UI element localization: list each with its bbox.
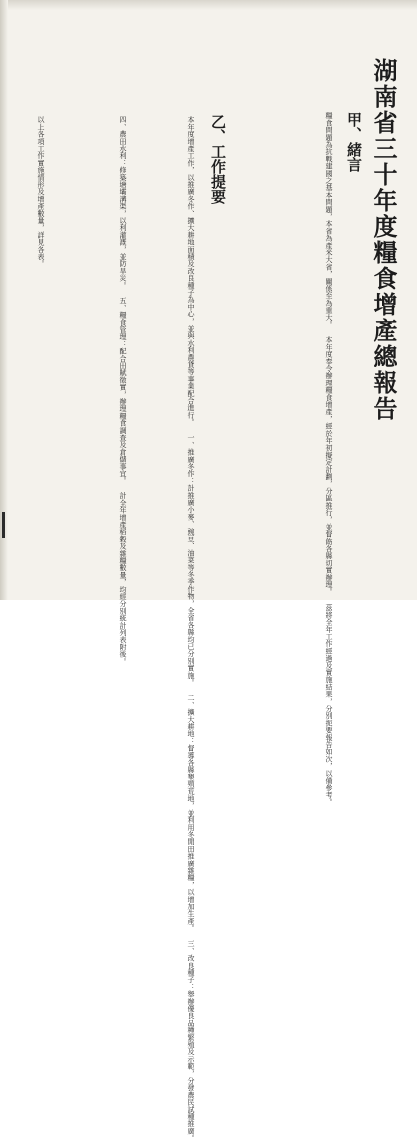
paragraph: 二、擴大耕地：督導各縣墾殖荒地，並利用冬閒田推廣雜糧，以增加生產。 <box>187 694 195 932</box>
document-title: 湖南省三十年度糧食增產總報告 <box>369 58 398 422</box>
closing-text-block <box>35 116 45 524</box>
section-heading-introduction: 甲、緒言 <box>345 112 363 172</box>
section-heading-work-summary: 乙、工作提要 <box>209 114 227 204</box>
margin-mark <box>2 512 5 538</box>
paragraph: 本年度增產工作，以推廣冬作、擴大耕地面積及改良種子為中心，並與水利農貸等事業配合進行。 <box>187 116 195 426</box>
work-items-text-block <box>117 116 127 666</box>
work-summary-text-block <box>185 116 195 1141</box>
paragraph: 一、推廣冬作：計推廣小麥、豌豆、油菜等冬季作物，全省各縣均已分別實施。 <box>187 433 195 686</box>
scan-edge-left <box>0 0 8 600</box>
paragraph: 茲將全年工作經過及實施結果，分別扼要報告如次，以備參考。 <box>325 603 333 806</box>
introduction-text-block <box>323 112 333 806</box>
paragraph: 以上各項工作實施情形及增產數量，詳見各表。 <box>37 116 45 268</box>
paragraph: 四、農田水利：修築塘壩溝渠，以利灌溉，並防旱災。 <box>119 116 127 289</box>
paragraph: 本年度奉令辦理糧食增產，經於年初擬定計劃，分區推行，並督飭各縣切實辦理。 <box>325 336 333 596</box>
paragraph: 五、糧食管理：配合田賦徵實，辦理糧食調查及倉儲事宜。 <box>119 297 127 485</box>
paragraph: 計全年增產稻穀及雜糧數量，均經分別統計列表附後。 <box>119 492 127 666</box>
paragraph: 糧食問題為抗戰建國之基本問題，本省為產米大省，關係至為重大。 <box>325 112 333 328</box>
scan-edge-top <box>0 0 417 10</box>
paragraph: 三、改良種子：舉辦優良品種繁殖及示範，分發農民試種推廣。 <box>187 939 195 1141</box>
